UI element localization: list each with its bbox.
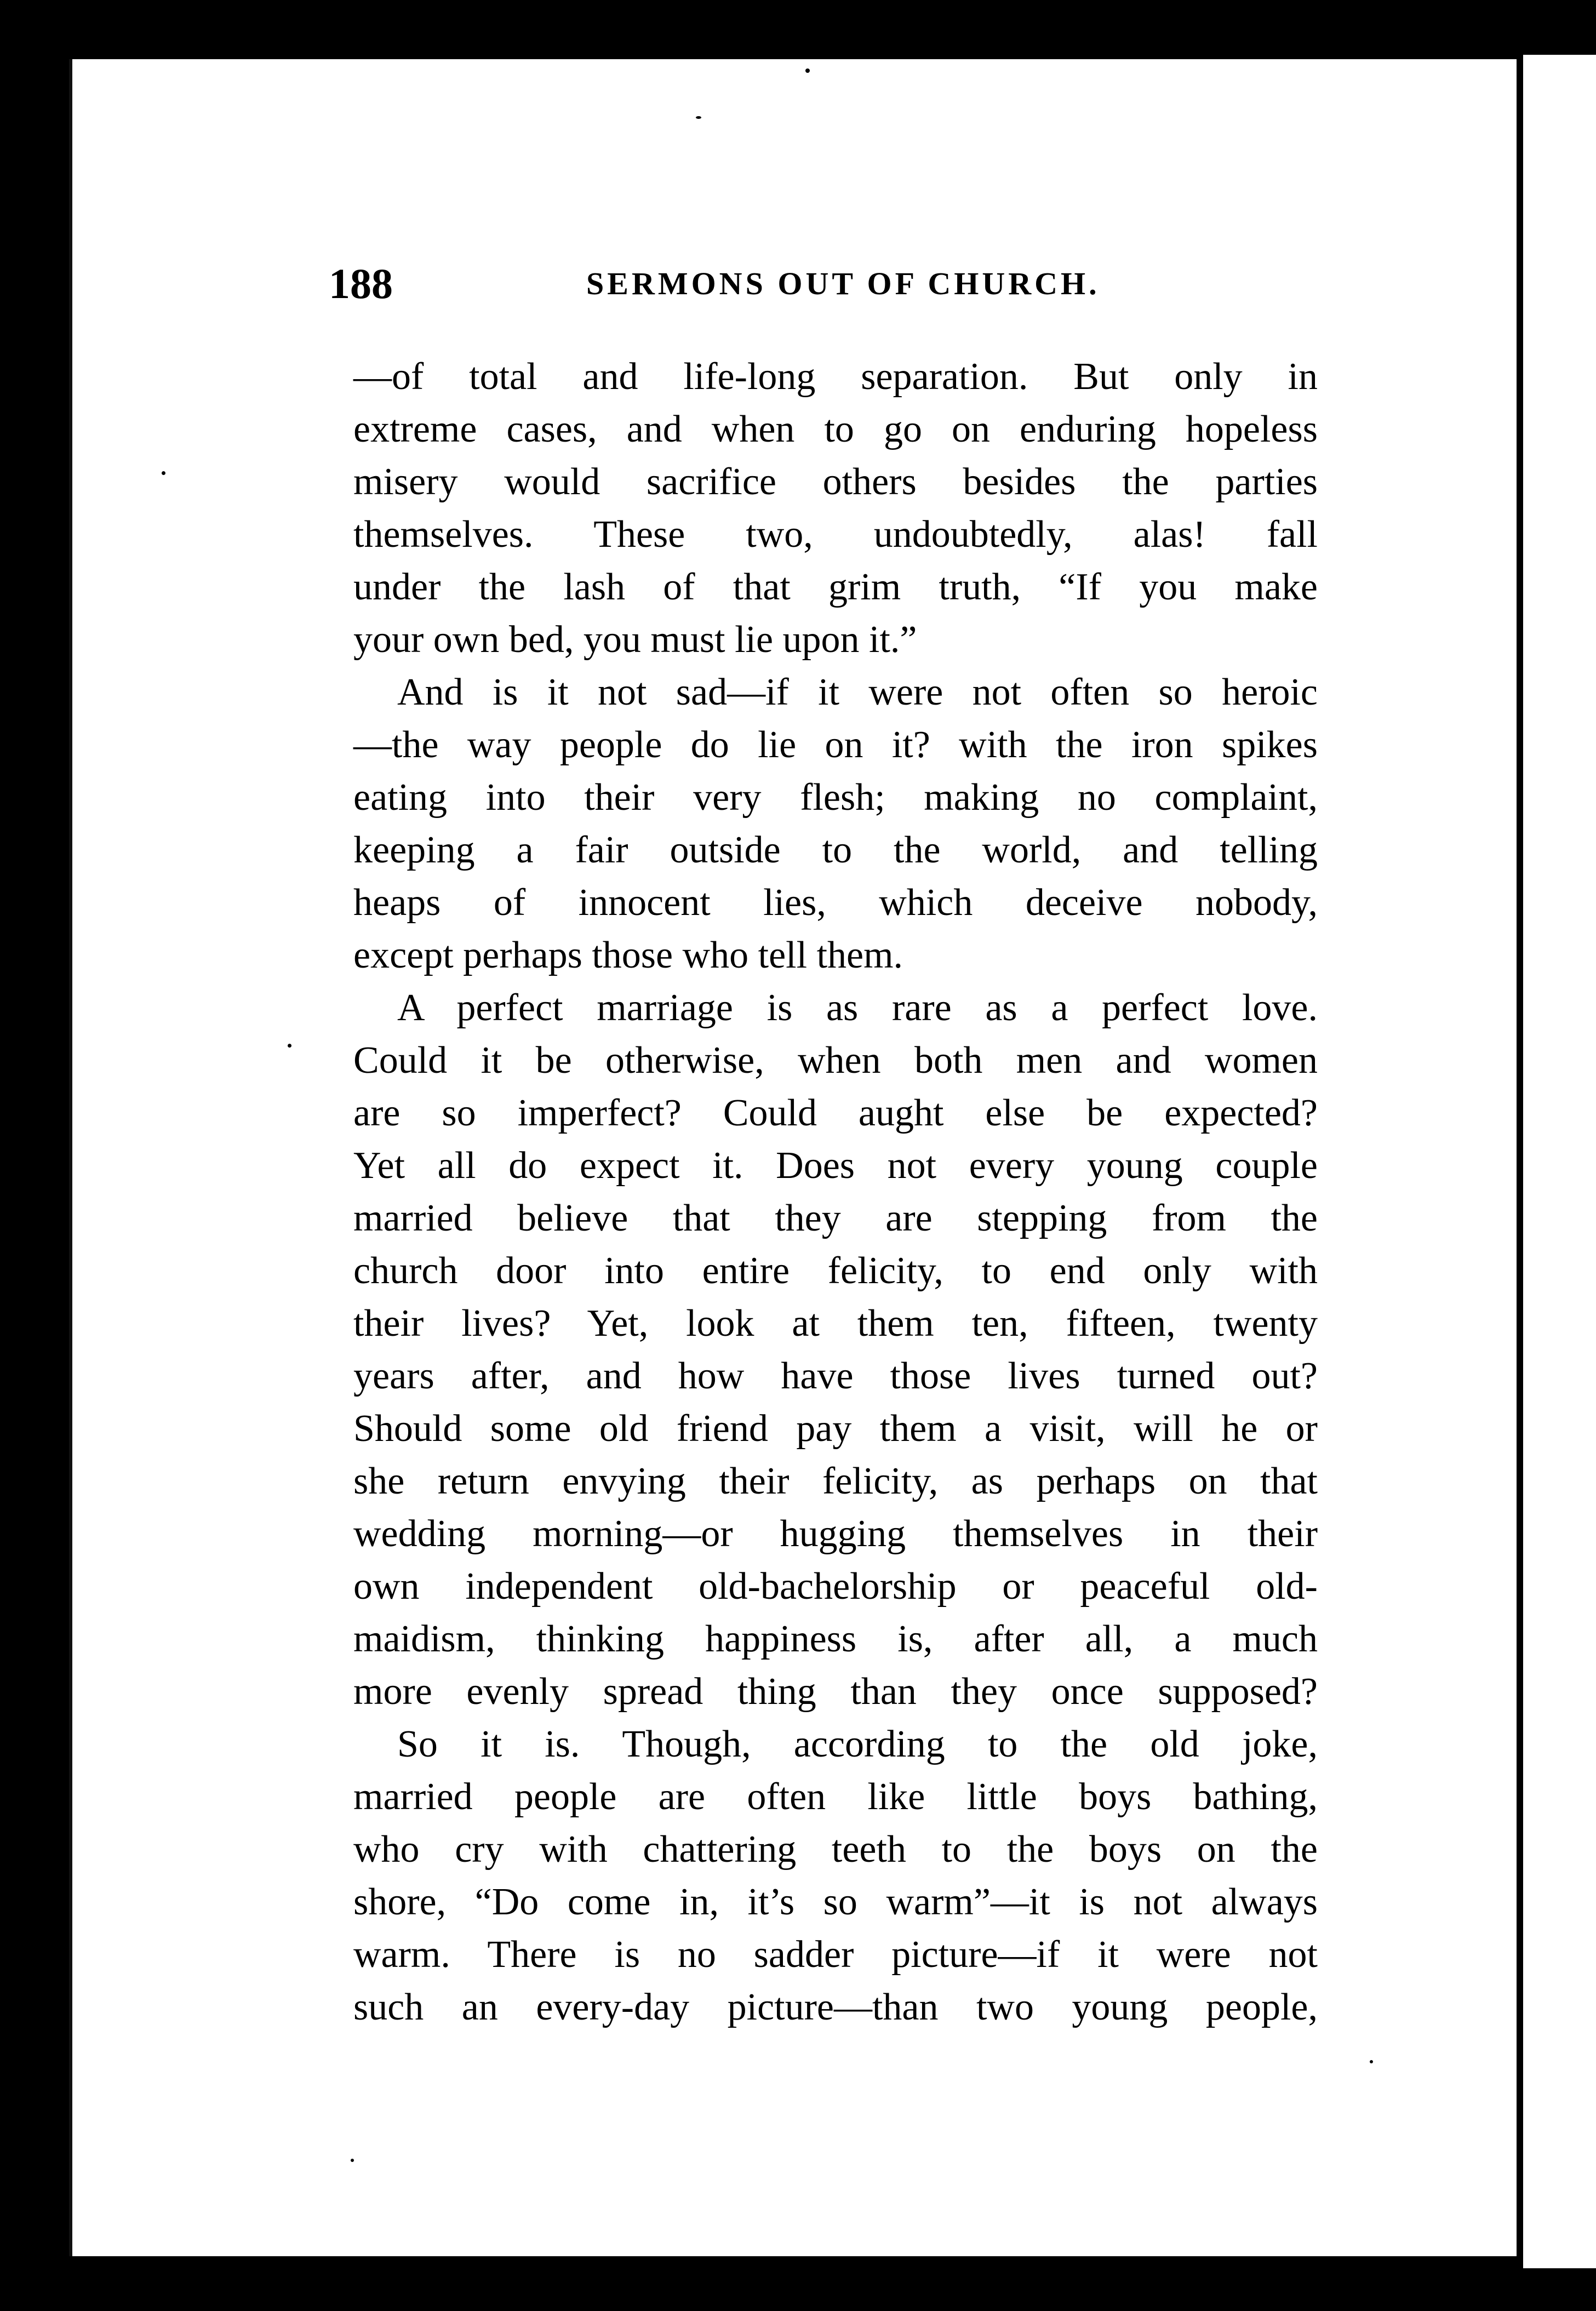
- text-line: such an every-day picture—than two young people,: [353, 1986, 1318, 2028]
- text-line: warm. There is no sadder picture—if it were not: [353, 1934, 1318, 1976]
- text-line: own independent old-bachelorship or peaceful old-: [353, 1565, 1318, 1608]
- text-line: their lives? Yet, look at them ten, fifteen, twenty: [353, 1302, 1318, 1345]
- text-line: years after, and how have those lives turned out?: [353, 1355, 1318, 1397]
- text-line: under the lash of that grim truth, “If you make: [353, 566, 1318, 608]
- scan-speck: [351, 2159, 354, 2162]
- text-line: And is it not sad—if it were not often so heroic: [397, 671, 1318, 713]
- text-line: Could it be otherwise, when both men and women: [353, 1039, 1318, 1082]
- scan-speck: [162, 471, 165, 475]
- text-line: married people are often like little boys bathing,: [353, 1776, 1318, 1818]
- page-number: 188: [329, 260, 393, 307]
- running-title: SERMONS OUT OF CHURCH.: [586, 266, 1100, 301]
- scan-speck: [805, 68, 810, 73]
- text-line: A perfect marriage is as rare as a perfect love.: [397, 987, 1318, 1029]
- scan-speck: [696, 116, 701, 119]
- adjacent-page-edge: [1523, 55, 1596, 2268]
- text-line: extreme cases, and when to go on enduring hopeless: [353, 408, 1318, 450]
- text-line: Yet all do expect it. Does not every young couple: [353, 1145, 1318, 1187]
- text-line: themselves. These two, undoubtedly, alas! fall: [353, 513, 1318, 556]
- text-line: keeping a fair outside to the world, and telling: [353, 829, 1318, 871]
- text-line: maidism, thinking happiness is, after all, a much: [353, 1618, 1318, 1660]
- text-line: your own bed, you must lie upon it.”: [353, 619, 917, 661]
- text-line: who cry with chattering teeth to the boys on the: [353, 1828, 1318, 1870]
- scan-speck: [288, 1044, 291, 1048]
- text-line: married believe that they are stepping from the: [353, 1197, 1318, 1239]
- text-line: are so imperfect? Could aught else be expected?: [353, 1092, 1318, 1134]
- text-line: church door into entire felicity, to end only with: [353, 1250, 1318, 1292]
- text-line: except perhaps those who tell them.: [353, 934, 903, 976]
- body-text: [353, 351, 1318, 2034]
- text-line: So it is. Though, according to the old joke,: [397, 1723, 1318, 1765]
- text-line: eating into their very flesh; making no complaint,: [353, 776, 1318, 819]
- text-line: heaps of innocent lies, which deceive nobody,: [353, 882, 1318, 924]
- text-line: misery would sacrifice others besides the parties: [353, 461, 1318, 503]
- text-line: —the way people do lie on it? with the iron spikes: [353, 724, 1318, 766]
- text-line: shore, “Do come in, it’s so warm”—it is not always: [353, 1881, 1318, 1923]
- text-line: Should some old friend pay them a visit, will he or: [353, 1408, 1318, 1450]
- text-line: more evenly spread thing than they once supposed?: [353, 1671, 1318, 1713]
- page-header: [329, 256, 1326, 311]
- text-line: —of total and life-long separation. But only in: [353, 356, 1318, 398]
- scan-speck: [1370, 2060, 1373, 2063]
- text-line: wedding morning—or hugging themselves in their: [353, 1513, 1318, 1555]
- text-line: she return envying their felicity, as perhaps on that: [353, 1460, 1318, 1502]
